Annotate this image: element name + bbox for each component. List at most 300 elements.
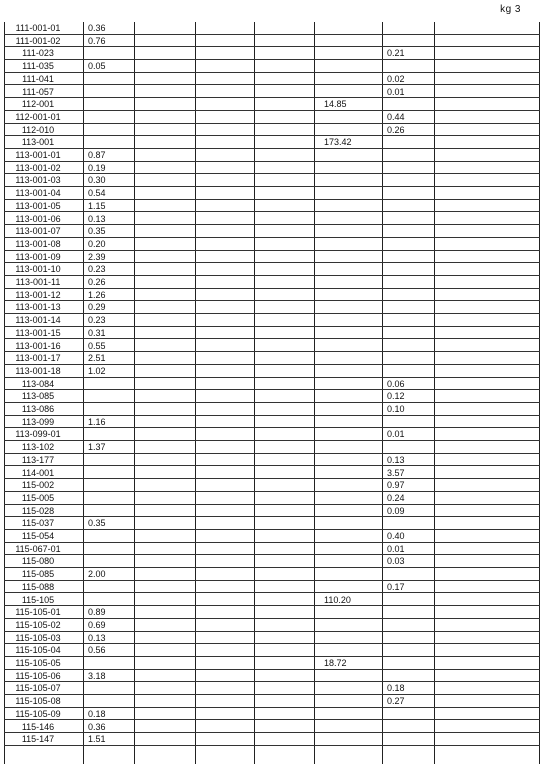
amount-cell	[200, 708, 256, 720]
amount-cell	[324, 149, 364, 161]
amount-cell	[324, 454, 364, 466]
amount-cell	[324, 682, 364, 694]
amount-cell	[200, 568, 256, 580]
amount-cell: 0.54	[88, 188, 106, 199]
table-row	[4, 454, 540, 467]
amount-cell	[324, 733, 364, 745]
amount-cell	[88, 682, 132, 694]
amount-cell	[440, 352, 536, 364]
amount-cell	[440, 225, 536, 237]
amount-cell	[140, 174, 196, 186]
amount-cell	[324, 200, 364, 212]
amount-cell	[140, 441, 196, 453]
amount-cell	[440, 200, 536, 212]
table-row	[4, 200, 540, 213]
amount-cell	[200, 721, 256, 733]
amount-cell	[440, 124, 536, 136]
amount-cell	[387, 289, 437, 301]
amount-cell	[200, 378, 256, 390]
account-code-cell: 115-105	[21, 594, 55, 605]
table-row	[4, 428, 540, 441]
amount-cell	[260, 721, 316, 733]
amount-cell	[140, 276, 196, 288]
table-row	[4, 594, 540, 607]
amount-cell	[200, 594, 256, 606]
amount-cell	[140, 467, 196, 479]
amount-cell	[324, 644, 364, 656]
account-code-cell: 113-001-17	[15, 353, 61, 364]
table-row	[4, 263, 540, 276]
amount-cell	[324, 530, 364, 542]
amount-cell	[260, 238, 316, 250]
amount-cell	[200, 60, 256, 72]
amount-cell	[140, 251, 196, 263]
amount-cell	[200, 263, 256, 275]
amount-cell: 0.01	[387, 86, 405, 97]
amount-cell: 0.26	[387, 124, 405, 135]
amount-cell	[440, 22, 536, 34]
amount-cell	[200, 22, 256, 34]
page-number: kg 3	[500, 4, 521, 15]
amount-cell	[260, 149, 316, 161]
amount-cell	[140, 378, 196, 390]
table-row	[4, 162, 540, 175]
amount-cell	[387, 619, 437, 631]
amount-cell	[324, 721, 364, 733]
table-row	[4, 136, 540, 149]
amount-cell	[440, 111, 536, 123]
account-code-cell: 115-105-05	[15, 658, 61, 668]
amount-cell: 0.09	[387, 505, 405, 516]
account-code-cell: 113-001-12	[15, 289, 61, 300]
table-row	[4, 619, 540, 632]
amount-cell	[324, 22, 364, 34]
amount-cell	[140, 644, 196, 656]
amount-cell	[200, 428, 256, 440]
amount-cell	[140, 340, 196, 352]
amount-cell: 0.23	[88, 315, 106, 326]
amount-cell	[88, 530, 132, 542]
amount-cell	[88, 695, 132, 707]
amount-cell	[324, 378, 364, 390]
amount-cell	[387, 340, 437, 352]
amount-cell: 0.31	[88, 327, 106, 338]
amount-cell	[324, 276, 364, 288]
amount-cell	[324, 403, 364, 415]
amount-cell	[200, 238, 256, 250]
amount-cell: 18.72	[324, 658, 347, 668]
amount-cell	[440, 632, 536, 644]
amount-cell	[260, 441, 316, 453]
amount-cell	[200, 86, 256, 98]
amount-cell	[260, 682, 316, 694]
amount-cell	[260, 340, 316, 352]
table-row	[4, 682, 540, 695]
amount-cell	[260, 301, 316, 313]
amount-cell	[260, 276, 316, 288]
amount-cell	[324, 467, 364, 479]
amount-cell	[440, 594, 536, 606]
amount-cell	[440, 606, 536, 618]
table-row	[4, 581, 540, 594]
amount-cell	[200, 441, 256, 453]
amount-cell	[260, 454, 316, 466]
amount-cell	[260, 327, 316, 339]
amount-cell	[324, 708, 364, 720]
amount-cell	[440, 60, 536, 72]
amount-cell	[324, 289, 364, 301]
amount-cell	[88, 428, 132, 440]
amount-cell	[88, 390, 132, 402]
table-row	[4, 721, 540, 734]
amount-cell	[88, 98, 132, 110]
amount-cell: 2.00	[88, 569, 106, 580]
amount-cell	[200, 454, 256, 466]
amount-cell	[260, 60, 316, 72]
table-row	[4, 644, 540, 657]
account-code-cell: 113-001	[21, 137, 55, 148]
amount-cell: 0.69	[88, 619, 106, 630]
amount-cell	[387, 22, 437, 34]
amount-cell	[140, 73, 196, 85]
table-row	[4, 657, 540, 670]
amount-cell	[88, 378, 132, 390]
amount-cell	[324, 162, 364, 174]
amount-cell	[200, 467, 256, 479]
table-row	[4, 733, 540, 746]
amount-cell: 0.19	[88, 162, 106, 173]
amount-cell: 0.01	[387, 429, 405, 440]
table-row	[4, 390, 540, 403]
table-row	[4, 289, 540, 302]
account-code-cell: 111-023	[22, 48, 54, 59]
amount-cell	[140, 149, 196, 161]
table-row	[4, 124, 540, 137]
account-code-cell: 113-001-11	[15, 277, 61, 287]
amount-cell	[324, 416, 364, 428]
amount-cell	[88, 467, 132, 479]
amount-cell	[260, 289, 316, 301]
amount-cell	[440, 581, 536, 593]
amount-cell: 1.02	[88, 365, 106, 376]
account-code-cell: 115-054	[21, 531, 55, 541]
amount-cell	[260, 517, 316, 529]
amount-cell	[140, 632, 196, 644]
account-code-cell: 113-001-18	[15, 365, 61, 376]
amount-cell	[140, 416, 196, 428]
table-row	[4, 352, 540, 365]
account-code-cell: 113-001-08	[15, 238, 61, 249]
amount-cell	[440, 174, 536, 186]
amount-cell: 0.36	[88, 23, 106, 33]
account-code-cell: 113-001-15	[15, 327, 61, 338]
amount-cell: 2.51	[88, 353, 106, 364]
amount-cell	[200, 543, 256, 555]
amount-cell	[324, 492, 364, 504]
table-row	[4, 365, 540, 378]
amount-cell	[440, 428, 536, 440]
amount-cell	[387, 644, 437, 656]
amount-cell	[440, 644, 536, 656]
account-code-cell: 115-105-06	[15, 670, 61, 681]
amount-cell	[140, 60, 196, 72]
amount-cell	[324, 73, 364, 85]
account-code-cell: 115-105-02	[15, 619, 61, 630]
amount-cell	[440, 73, 536, 85]
amount-cell	[200, 632, 256, 644]
amount-cell	[440, 238, 536, 250]
account-code-cell: 113-001-05	[15, 200, 61, 211]
amount-cell: 0.18	[387, 683, 405, 694]
amount-cell	[324, 47, 364, 59]
amount-cell	[200, 136, 256, 148]
amount-cell	[387, 632, 437, 644]
amount-cell	[387, 708, 437, 720]
amount-cell	[440, 530, 536, 542]
table-row	[4, 251, 540, 264]
amount-cell	[88, 111, 132, 123]
account-code-cell: 113-001-01	[15, 150, 61, 160]
amount-cell	[200, 530, 256, 542]
amount-cell	[140, 301, 196, 313]
amount-cell	[200, 111, 256, 123]
amount-cell: 0.05	[88, 61, 106, 72]
amount-cell	[200, 619, 256, 631]
amount-cell: 0.55	[88, 340, 106, 351]
amount-cell	[440, 162, 536, 174]
amount-cell	[387, 136, 437, 148]
amount-cell	[140, 352, 196, 364]
amount-cell	[140, 22, 196, 34]
account-code-cell: 114-001	[21, 467, 55, 478]
amount-cell	[440, 263, 536, 275]
amount-cell	[200, 682, 256, 694]
table-row	[4, 149, 540, 162]
amount-cell	[140, 136, 196, 148]
account-code-cell: 115-105-09	[15, 708, 61, 719]
amount-cell	[440, 555, 536, 567]
table-row	[4, 238, 540, 251]
amount-cell: 0.13	[88, 213, 106, 224]
amount-cell: 1.51	[88, 734, 106, 745]
ledger-table	[4, 22, 540, 764]
amount-cell: 0.23	[88, 264, 106, 275]
amount-cell	[324, 441, 364, 453]
amount-cell	[200, 644, 256, 656]
amount-cell	[387, 60, 437, 72]
amount-cell	[324, 632, 364, 644]
account-code-cell: 113-102	[21, 442, 55, 453]
amount-cell	[324, 213, 364, 225]
amount-cell	[88, 479, 132, 491]
amount-cell	[200, 505, 256, 517]
amount-cell: 0.56	[88, 645, 106, 656]
amount-cell	[200, 492, 256, 504]
amount-cell	[440, 708, 536, 720]
table-row	[4, 35, 540, 48]
amount-cell	[324, 505, 364, 517]
table-row	[4, 416, 540, 429]
amount-cell	[200, 225, 256, 237]
amount-cell	[260, 581, 316, 593]
account-code-cell: 113-001-09	[15, 251, 61, 262]
amount-cell	[324, 238, 364, 250]
amount-cell	[140, 581, 196, 593]
amount-cell	[387, 225, 437, 237]
account-code-cell: 115-080	[21, 556, 55, 567]
amount-cell	[440, 149, 536, 161]
table-row	[4, 479, 540, 492]
amount-cell: 0.10	[387, 404, 405, 414]
account-code-cell: 115-105-04	[15, 645, 61, 656]
amount-cell	[324, 428, 364, 440]
amount-cell	[387, 327, 437, 339]
amount-cell	[387, 200, 437, 212]
amount-cell	[200, 276, 256, 288]
amount-cell	[200, 517, 256, 529]
amount-cell	[260, 187, 316, 199]
account-code-cell: 113-001-02	[15, 162, 61, 173]
amount-cell	[324, 111, 364, 123]
amount-cell	[88, 124, 132, 136]
amount-cell	[260, 136, 316, 148]
amount-cell	[140, 505, 196, 517]
amount-cell	[260, 403, 316, 415]
amount-cell	[140, 619, 196, 631]
amount-cell	[88, 454, 132, 466]
amount-cell	[200, 555, 256, 567]
amount-cell	[140, 670, 196, 682]
account-code-cell: 115-105-03	[15, 632, 61, 643]
amount-cell	[200, 327, 256, 339]
amount-cell	[140, 365, 196, 377]
amount-cell	[140, 35, 196, 47]
table-row	[4, 314, 540, 327]
amount-cell	[200, 162, 256, 174]
account-code-cell: 111-057	[22, 86, 54, 97]
account-code-cell: 115-147	[21, 734, 55, 745]
amount-cell	[140, 594, 196, 606]
amount-cell	[140, 492, 196, 504]
amount-cell	[324, 251, 364, 263]
amount-cell	[88, 657, 132, 669]
amount-cell	[324, 365, 364, 377]
account-code-cell: 115-005	[21, 492, 55, 503]
amount-cell: 173.42	[324, 137, 352, 148]
amount-cell	[440, 517, 536, 529]
amount-cell	[200, 733, 256, 745]
table-row	[4, 568, 540, 581]
amount-cell	[387, 98, 437, 110]
amount-cell	[200, 479, 256, 491]
amount-cell	[140, 428, 196, 440]
table-row	[4, 225, 540, 238]
amount-cell: 0.03	[387, 556, 405, 567]
amount-cell	[387, 352, 437, 364]
amount-cell	[200, 695, 256, 707]
amount-cell	[140, 479, 196, 491]
account-code-cell: 113-001-13	[15, 302, 61, 313]
amount-cell	[387, 213, 437, 225]
amount-cell	[260, 162, 316, 174]
amount-cell	[140, 543, 196, 555]
amount-cell	[140, 98, 196, 110]
table-row	[4, 98, 540, 111]
amount-cell	[324, 174, 364, 186]
amount-cell	[260, 594, 316, 606]
amount-cell	[200, 365, 256, 377]
amount-cell	[200, 416, 256, 428]
amount-cell	[260, 530, 316, 542]
amount-cell	[440, 98, 536, 110]
amount-cell	[440, 695, 536, 707]
amount-cell	[387, 416, 437, 428]
amount-cell	[440, 721, 536, 733]
amount-cell	[200, 352, 256, 364]
amount-cell	[88, 86, 132, 98]
amount-cell	[200, 73, 256, 85]
account-code-cell: 115-028	[21, 505, 55, 516]
amount-cell: 0.12	[387, 391, 405, 402]
table-row	[4, 340, 540, 353]
amount-cell	[260, 467, 316, 479]
amount-cell	[387, 365, 437, 377]
amount-cell: 1.15	[88, 200, 106, 211]
amount-cell	[387, 314, 437, 326]
amount-cell	[440, 568, 536, 580]
amount-cell	[260, 695, 316, 707]
amount-cell	[387, 594, 437, 606]
account-code-cell: 115-105-01	[15, 607, 61, 618]
amount-cell: 0.21	[387, 48, 405, 59]
amount-cell	[140, 238, 196, 250]
amount-cell	[387, 149, 437, 161]
amount-cell	[200, 289, 256, 301]
account-code-cell: 113-001-07	[15, 226, 61, 237]
amount-cell	[440, 479, 536, 491]
amount-cell	[140, 454, 196, 466]
amount-cell	[140, 263, 196, 275]
amount-cell	[140, 721, 196, 733]
table-row	[4, 492, 540, 505]
account-code-cell: 113-001-04	[15, 188, 61, 199]
amount-cell	[440, 657, 536, 669]
amount-cell: 0.13	[88, 632, 106, 643]
table-row	[4, 327, 540, 340]
amount-cell	[200, 98, 256, 110]
amount-cell	[387, 238, 437, 250]
amount-cell	[260, 670, 316, 682]
amount-cell	[260, 632, 316, 644]
amount-cell	[387, 721, 437, 733]
table-row	[4, 403, 540, 416]
account-code-cell: 115-067-01	[15, 543, 61, 554]
amount-cell	[324, 35, 364, 47]
amount-cell	[88, 581, 132, 593]
amount-cell	[140, 162, 196, 174]
amount-cell	[440, 543, 536, 555]
amount-cell	[200, 149, 256, 161]
amount-cell	[440, 251, 536, 263]
amount-cell: 1.16	[88, 416, 106, 427]
amount-cell	[140, 568, 196, 580]
amount-cell: 14.85	[324, 99, 347, 110]
amount-cell	[88, 505, 132, 517]
amount-cell	[260, 86, 316, 98]
account-code-cell: 112-010	[21, 124, 55, 135]
amount-cell	[260, 505, 316, 517]
amount-cell: 0.87	[88, 150, 106, 160]
